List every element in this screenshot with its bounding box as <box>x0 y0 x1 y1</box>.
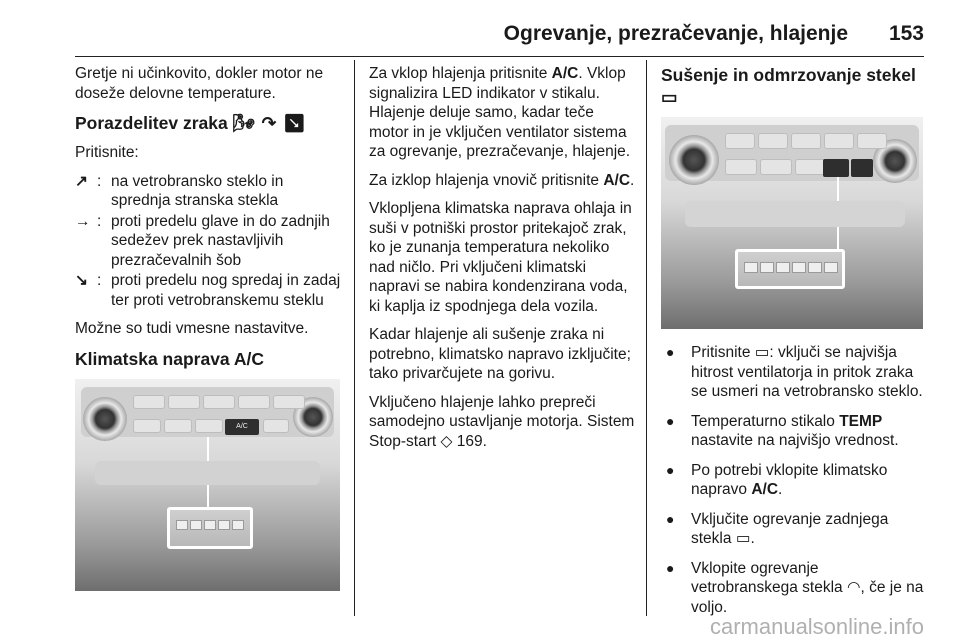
ac-button-ref: A/C <box>603 171 631 189</box>
air-distribution-text: proti predelu glave in do zadnjih sedežev prek nastavljivih prezračevalnih šob <box>111 212 330 269</box>
press-label: Pritisnite: <box>75 144 139 161</box>
front-defrost-icon: ▭ <box>661 87 678 107</box>
air-to-windscreen-icon: ↗ <box>75 172 88 190</box>
intro-paragraph: Gretje ni učinkovito, dokler motor ne doseže delovne temperature. <box>75 65 324 102</box>
column-left <box>75 64 345 600</box>
air-to-feet-icon: ↘ <box>75 272 88 289</box>
column-divider-left <box>354 60 355 616</box>
ac-off-paragraph: Za izklop hlajenja vnovič pritisnite A/C. <box>369 171 635 189</box>
defrost-steps-list <box>661 343 926 617</box>
watermark: carmanualsonline.info <box>709 614 924 639</box>
ac-fuel-saving-paragraph: Kadar hlajenje ali sušenje zraka ni potrebno, klimatsko napravo izključite; tako privarčujete na gorivu. <box>369 326 631 382</box>
air-distribution-item: ↗ : na vetrobransko steklo in sprednja stranska stekla <box>75 172 345 211</box>
list-item: ● Pritisnite ▭: vključi se najvišja hitrost ventilatorja in pritok zraka se usmeri na vetrobransko steklo. <box>666 344 923 400</box>
running-header-title: Ogrevanje, prezračevanje, hlajenje <box>503 22 848 45</box>
air-distribution-symbols-icon: 🌬 ↷ ↘ <box>232 113 307 133</box>
list-item: ● Vključite ogrevanje zadnjega stekla ▭. <box>666 510 889 547</box>
list-item: ● Po potrebi vklopite klimatsko napravo A/C. <box>666 461 888 498</box>
ac-button: A/C <box>225 419 259 435</box>
column-middle <box>369 64 637 460</box>
ac-on-paragraph: Za vklop hlajenja pritisnite A/C. Vklop signalizira LED indikator v stikalu. Hlajenje deluje samo, kadar teče motor in je vključen ventilator sistema za ogrevanje, prezračevanje, hlajenje. <box>369 65 631 160</box>
console-inset <box>167 507 253 549</box>
front-defrost-icon: ▭ <box>754 344 770 361</box>
left-rotary-knob <box>669 135 719 185</box>
air-distribution-text: na vetrobransko steklo in sprednja stranska stekla <box>111 172 284 209</box>
list-item: ● Temperaturno stikalo TEMP nastavite na najvišjo vrednost. <box>666 412 899 449</box>
ac-function-paragraph: Vklopljena klimatska naprava ohlaja in suši v potniški prostor pritekajoč zrak, ko je zunanja temperatura nekoliko nad ničlo. Pri vključeni klimatski napravi se nabira kondenzirana voda, ki kaplja iz spodnjega dela vozila. <box>369 200 632 315</box>
air-to-head-icon: → <box>75 212 91 230</box>
page-number: 153 <box>888 22 924 45</box>
list-item: ● Vklopite ogrevanje vetrobranskega stekla ◠, če je na voljo. <box>666 559 924 616</box>
demist-defrost-heading: Sušenje in odmrzovanje stekel ▭ <box>661 65 916 107</box>
front-defrost-button <box>823 159 849 177</box>
ac-control-panel-photo <box>75 379 340 591</box>
defrost-control-panel-photo <box>661 117 923 329</box>
air-distribution-text: proti predelu nog spredaj in zadaj ter proti vetrobranskemu steklu <box>111 272 341 309</box>
console-inset <box>735 249 845 289</box>
column-right <box>661 64 926 627</box>
rear-window-button <box>851 159 873 177</box>
air-distribution-list <box>75 172 345 311</box>
windscreen-heating-icon: ◠ <box>846 579 861 596</box>
stop-start-paragraph: Vključeno hlajenje lahko prepreči samodejno ustavljanje motorja. Sistem Stop-start ◇ 169. <box>369 393 635 450</box>
ac-heading: Klimatska naprava A/C <box>75 348 265 369</box>
ac-button-ref: A/C <box>551 65 579 82</box>
left-rotary-knob <box>83 397 127 441</box>
air-distribution-item: → : proti predelu glave in do zadnjih sedežev prek nastavljivih prezračevalnih šob <box>75 212 345 271</box>
rear-window-heating-icon: ▭ <box>735 530 751 547</box>
page-reference-icon: ◇ <box>440 432 453 450</box>
column-divider-right <box>646 60 647 616</box>
intermediate-settings-note: Možne so tudi vmesne nastavitve. <box>75 320 309 337</box>
air-distribution-item: ↘ : proti predelu nog spredaj in zadaj ter proti vetrobranskemu steklu <box>75 271 345 310</box>
air-distribution-heading: Porazdelitev zraka 🌬 ↷ ↘ <box>75 113 307 133</box>
header-rule <box>75 56 924 57</box>
